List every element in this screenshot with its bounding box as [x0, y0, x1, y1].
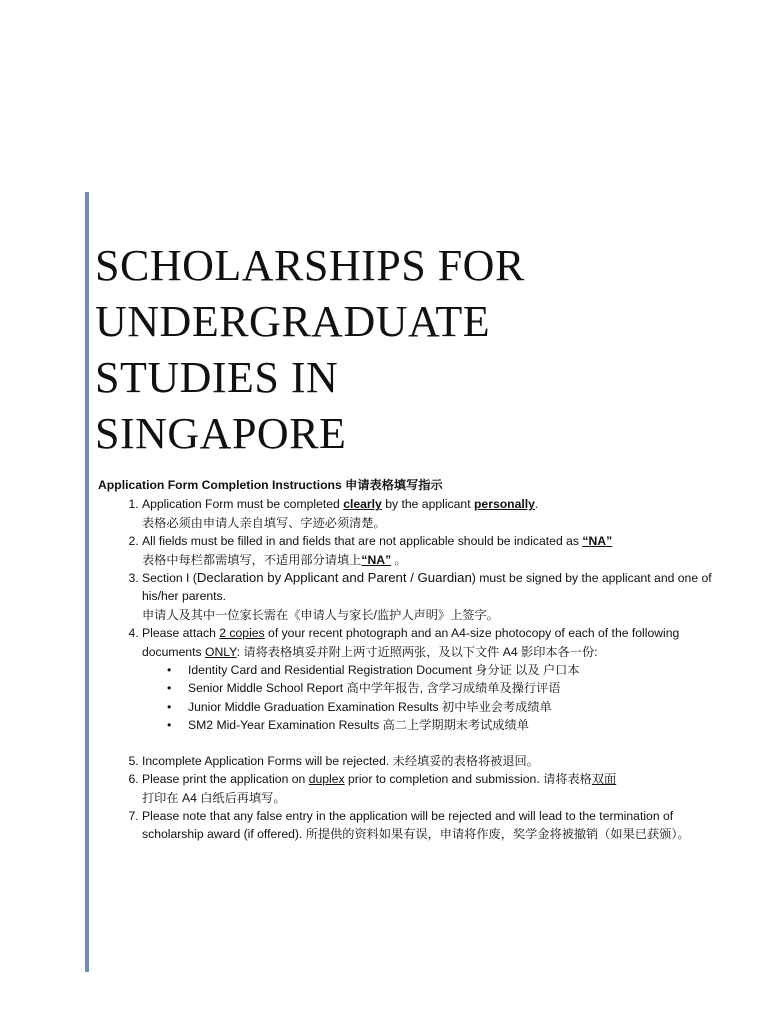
declaration-section-name: Declaration by Applicant and Parent / Guardian: [196, 570, 472, 586]
title-line-2: UNDERGRADUATE: [95, 297, 491, 346]
emphasis-only: ONLY: [205, 644, 237, 659]
document-item: • Identity Card and Residential Registration Document 身分证 以及 户口本: [188, 661, 718, 679]
emphasis-clearly: clearly: [343, 497, 382, 512]
instruction-item-2: 2. All fields must be filled in and fields that are not applicable should be indicated as “NA” 表格中每栏都需填写，不适用部分请填上“NA” 。: [142, 532, 718, 569]
left-accent-rule: [85, 192, 89, 972]
title-line-1: SCHOLARSHIPS FOR: [95, 241, 525, 290]
instruction-1-chinese: 表格必须由申请人亲自填写、字迹必须清楚。: [142, 515, 386, 530]
emphasis-na: “NA”: [582, 534, 613, 549]
instruction-2-chinese: 表格中每栏都需填写，不适用部分请填上“NA” 。: [142, 552, 407, 567]
emphasis-duplex: duplex: [308, 772, 345, 787]
page-title: [95, 238, 735, 462]
required-documents-list: [142, 661, 718, 735]
title-line-3: STUDIES IN: [95, 353, 339, 402]
instruction-6-chinese: 打印在 A4 白纸后再填写。: [142, 790, 286, 805]
instruction-item-6: 6. Please print the application on duplex prior to completion and submission. 请将表格双面 打印在 A4 白纸后再填写。: [142, 770, 718, 807]
instructions-section: [98, 476, 718, 844]
emphasis-double-sided: 双面: [591, 772, 617, 787]
instructions-heading: Application Form Completion Instructions 申请表格填写指示: [98, 478, 443, 492]
instructions-list: [98, 495, 718, 843]
instruction-item-4: 4. Please attach 2 copies of your recent photograph and an A4-size photocopy of each of the following documents ONLY: 请将表格填妥并附上两寸近照两张，及以下文件 A4 影印本各一份: • Identity Card and Residential Registration Document 身分证 以及 户口本 • Senior Middle School Report 高中学年报告, 含学习成绩单及操行评语 • Junior Middle Graduation Examination Results 初中毕业会考成绩单 • SM2 Mid-Year Examination Results 高二上学期期末考试成绩单: [142, 624, 718, 751]
document-item: • Junior Middle Graduation Examination Results 初中毕业会考成绩单: [188, 698, 718, 716]
emphasis-personally: personally: [473, 497, 535, 512]
instruction-item-5: 5. Incomplete Application Forms will be rejected. 未经填妥的表格将被退回。: [142, 752, 718, 770]
spacer: [142, 735, 718, 752]
emphasis-2-copies: 2 copies: [219, 626, 265, 641]
document-item: • SM2 Mid-Year Examination Results 高二上学期期末考试成绩单: [188, 716, 718, 734]
document-item: • Senior Middle School Report 高中学年报告, 含学习成绩单及操行评语: [188, 679, 718, 697]
instruction-3-chinese: 申请人及其中一位家长需在《申请人与家长/监护人声明》上签字。: [142, 607, 499, 622]
emphasis-na-cn: “NA”: [361, 552, 392, 567]
instruction-item-3: 3. Section I (Declaration by Applicant and Parent / Guardian) must be signed by the applicant and one of his/her parents. 申请人及其中一位家长需在《申请人与家长/监护人声明》上签字。: [142, 569, 718, 624]
instruction-item-7: 7. Please note that any false entry in the application will be rejected and will lead to the termination of scholarship award (if offered). 所提供的资料如果有误，申请将作废，奖学金将被撤销（如果已获颁）。: [142, 807, 718, 844]
instruction-item-1: 1. Application Form must be completed clearly by the applicant personally. 表格必须由申请人亲自填写、字迹必须清楚。: [142, 495, 718, 532]
title-line-4: SINGAPORE: [95, 409, 347, 458]
